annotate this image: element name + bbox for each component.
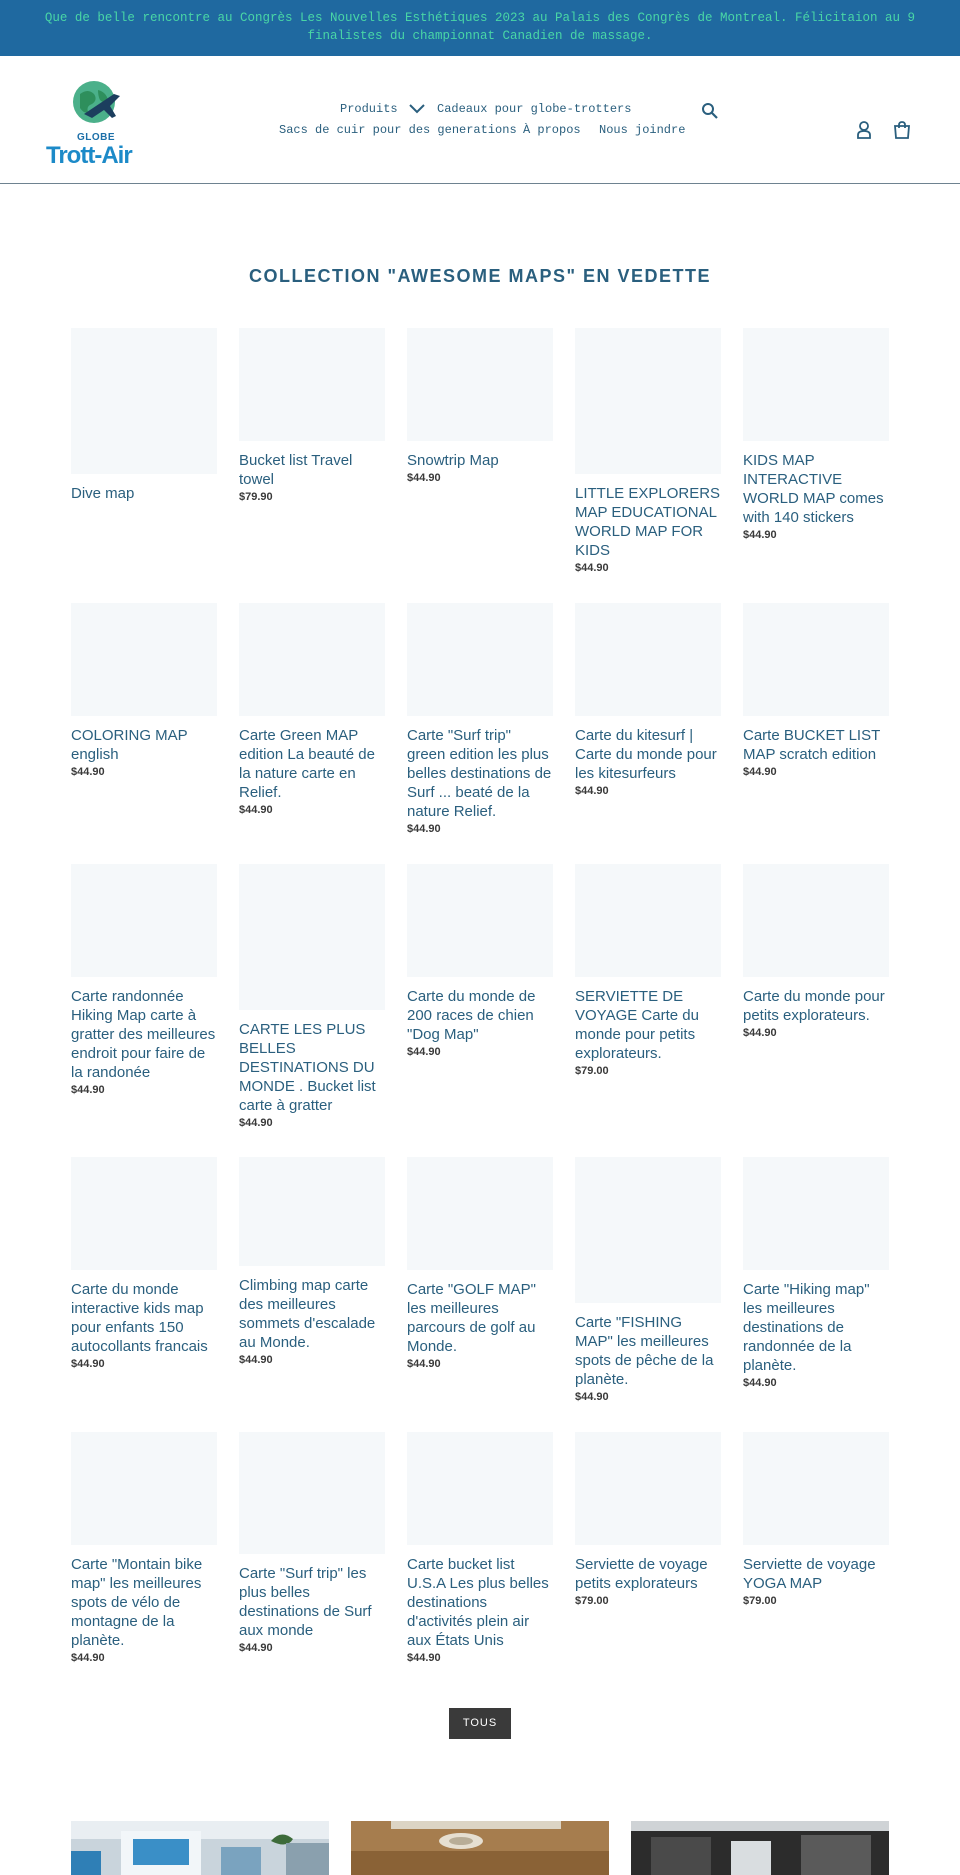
product-title[interactable]: Carte "Surf trip" les plus belles destinations de Surf aux monde <box>239 1565 372 1639</box>
product-image[interactable] <box>407 328 553 441</box>
product-card[interactable] <box>743 1432 889 1607</box>
search-icon <box>701 102 719 120</box>
product-image[interactable] <box>239 603 385 716</box>
product-card[interactable] <box>239 864 385 1129</box>
nav-apropos[interactable]: À propos <box>523 123 581 137</box>
logo-text-main: Trott-Air <box>46 142 132 169</box>
product-title[interactable]: Carte Green MAP edition La beauté de la nature carte en Relief. <box>239 727 375 801</box>
product-title[interactable]: Carte "GOLF MAP" les meilleures parcours de golf au Monde. <box>407 1281 537 1355</box>
product-image[interactable] <box>71 1157 217 1270</box>
product-title[interactable]: Dive map <box>71 485 135 502</box>
product-title[interactable]: Carte "FISHING MAP" les meilleures spots de pêche de la planète. <box>575 1314 714 1388</box>
product-price: $44.90 <box>71 766 105 778</box>
product-title[interactable]: Carte du monde de 200 races de chien "Dog Map" <box>407 988 536 1043</box>
product-image[interactable] <box>239 1432 385 1554</box>
product-image[interactable] <box>575 1432 721 1545</box>
product-price: $44.90 <box>743 1027 777 1039</box>
product-image[interactable] <box>575 328 721 474</box>
product-image[interactable] <box>743 328 889 441</box>
logo-text-top: GLOBE <box>77 132 116 143</box>
product-image[interactable] <box>71 328 217 474</box>
product-card[interactable] <box>239 328 385 503</box>
product-title[interactable]: Carte du monde interactive kids map pour enfants 150 autocollants francais <box>71 1281 208 1355</box>
product-price: $79.00 <box>743 1595 777 1607</box>
cart-button[interactable] <box>893 120 913 140</box>
announcement-bar[interactable] <box>0 0 960 56</box>
product-price: $79.00 <box>575 1065 609 1077</box>
product-title[interactable]: Bucket list Travel towel <box>239 452 353 488</box>
product-card[interactable] <box>239 1157 385 1366</box>
product-image[interactable] <box>407 1157 553 1270</box>
product-card[interactable] <box>575 328 721 574</box>
product-title[interactable]: Carte du kitesurf | Carte du monde pour les kitesurfeurs <box>575 727 717 782</box>
product-image[interactable] <box>407 603 553 716</box>
view-all-button[interactable]: TOUS <box>449 1708 511 1739</box>
nav-sacs[interactable]: Sacs de cuir pour des generations <box>279 123 517 137</box>
nav-cadeaux[interactable]: Cadeaux pour globe-trotters <box>437 102 632 116</box>
product-image[interactable] <box>239 1157 385 1266</box>
product-title[interactable]: Serviette de voyage petits explorateurs <box>575 1556 708 1592</box>
product-price: $44.90 <box>743 766 777 778</box>
product-title[interactable]: Carte randonnée Hiking Map carte à gratter des meilleures endroit pour faire de la randonée <box>71 988 216 1081</box>
product-title[interactable]: SERVIETTE DE VOYAGE Carte du monde pour petits explorateurs. <box>575 988 699 1062</box>
product-card[interactable] <box>575 1432 721 1607</box>
product-card[interactable] <box>407 328 553 484</box>
product-card[interactable] <box>71 1432 217 1664</box>
product-image[interactable] <box>71 1432 217 1545</box>
product-card[interactable] <box>71 328 217 503</box>
product-card[interactable] <box>743 603 889 778</box>
product-price: $44.90 <box>71 1358 105 1370</box>
product-title[interactable]: Climbing map carte des meilleures sommets d'escalade au Monde. <box>239 1277 376 1351</box>
product-card[interactable] <box>575 1157 721 1403</box>
product-price: $44.90 <box>407 1046 441 1058</box>
product-image[interactable] <box>239 328 385 441</box>
globe-logo-icon <box>44 70 144 134</box>
product-price: $44.90 <box>71 1084 105 1096</box>
account-icon <box>855 120 873 140</box>
product-title[interactable]: CARTE LES PLUS BELLES DESTINATIONS DU MONDE . Bucket list carte à gratter <box>239 1021 376 1114</box>
product-price: $44.90 <box>239 1117 273 1129</box>
product-price: $44.90 <box>407 1358 441 1370</box>
gallery-photo[interactable] <box>351 1821 609 1875</box>
product-card[interactable] <box>71 1157 217 1370</box>
product-card[interactable] <box>407 1432 553 1664</box>
product-price: $44.90 <box>575 562 609 574</box>
product-price: $44.90 <box>743 529 777 541</box>
product-image[interactable] <box>743 603 889 716</box>
gallery-photo[interactable] <box>71 1821 329 1875</box>
collection-title: COLLECTION "AWESOME MAPS" EN VEDETTE <box>248 266 712 286</box>
product-title[interactable]: Carte "Surf trip" green edition les plus belles destinations de Surf ... beaté de la nature Relief. <box>407 727 552 820</box>
account-button[interactable] <box>855 120 875 140</box>
product-price: $44.90 <box>239 1354 273 1366</box>
product-price: $44.90 <box>407 472 441 484</box>
product-image[interactable] <box>575 1157 721 1303</box>
product-card[interactable] <box>743 1157 889 1389</box>
product-image[interactable] <box>743 1157 889 1270</box>
product-image[interactable] <box>407 1432 553 1545</box>
product-price: $79.90 <box>239 491 273 503</box>
expo-booth-photo <box>71 1821 329 1875</box>
product-card[interactable] <box>71 864 217 1096</box>
product-title[interactable]: Carte BUCKET LIST MAP scratch edition <box>743 727 880 763</box>
product-card[interactable] <box>575 603 721 797</box>
chevron-down-icon <box>409 104 425 114</box>
product-title[interactable]: Serviette de voyage YOGA MAP <box>743 1556 876 1592</box>
nav-contact[interactable]: Nous joindre <box>599 123 686 137</box>
product-image[interactable] <box>743 864 889 977</box>
product-price: $44.90 <box>743 1377 777 1389</box>
product-title[interactable]: COLORING MAP english <box>71 727 188 763</box>
product-price: $44.90 <box>407 823 441 835</box>
product-card[interactable] <box>407 1157 553 1370</box>
product-price: $44.90 <box>407 1652 441 1664</box>
product-image[interactable] <box>575 864 721 977</box>
product-card[interactable] <box>407 603 553 835</box>
product-image[interactable] <box>71 603 217 716</box>
cart-icon <box>893 120 911 140</box>
product-image[interactable] <box>71 864 217 977</box>
product-price: $79.00 <box>575 1595 609 1607</box>
nav-produits-label: Produits <box>340 102 398 116</box>
product-title[interactable]: Carte du monde pour petits explorateurs. <box>743 988 885 1024</box>
search-button[interactable] <box>701 102 721 122</box>
product-card[interactable] <box>575 864 721 1077</box>
product-price: $44.90 <box>239 1642 273 1654</box>
logo[interactable] <box>44 70 144 169</box>
product-image[interactable] <box>743 1432 889 1545</box>
product-title[interactable]: Carte "Montain bike map" les meilleures spots de vélo de montagne de la planète. <box>71 1556 203 1649</box>
product-card[interactable] <box>407 864 553 1058</box>
product-title[interactable]: KIDS MAP INTERACTIVE WORLD MAP comes with 140 stickers <box>743 452 884 526</box>
product-image[interactable] <box>239 864 385 1010</box>
announcement-text[interactable]: Que de belle rencontre au Congrès Les Nouvelles Esthétiques 2023 au Palais des Congrès de Montreal. Félicitaion au 9 finalistes du championnat Canadien de massage. <box>44 11 916 43</box>
product-card[interactable] <box>743 864 889 1039</box>
product-title[interactable]: LITTLE EXPLORERS MAP EDUCATIONAL WORLD MAP FOR KIDS <box>575 485 721 559</box>
nav-produits[interactable] <box>340 102 425 116</box>
product-image[interactable] <box>575 603 721 716</box>
gallery-photo[interactable] <box>631 1821 889 1875</box>
site-header <box>0 56 960 184</box>
product-title[interactable]: Carte bucket list U.S.A Les plus belles destinations d'activités plein air aux États Unis <box>407 1556 549 1649</box>
product-price: $44.90 <box>575 785 609 797</box>
product-card[interactable] <box>71 603 217 778</box>
product-card[interactable] <box>239 603 385 816</box>
event-hall-photo <box>631 1821 889 1875</box>
product-image[interactable] <box>407 864 553 977</box>
product-title[interactable]: Snowtrip Map <box>407 452 499 469</box>
product-card[interactable] <box>239 1432 385 1654</box>
venue-interior-photo <box>351 1821 609 1875</box>
product-price: $44.90 <box>71 1652 105 1664</box>
product-card[interactable] <box>743 328 889 541</box>
product-title[interactable]: Carte "Hiking map" les meilleures destinations de randonnée de la planète. <box>743 1281 870 1374</box>
product-price: $44.90 <box>575 1391 609 1403</box>
product-price: $44.90 <box>239 804 273 816</box>
